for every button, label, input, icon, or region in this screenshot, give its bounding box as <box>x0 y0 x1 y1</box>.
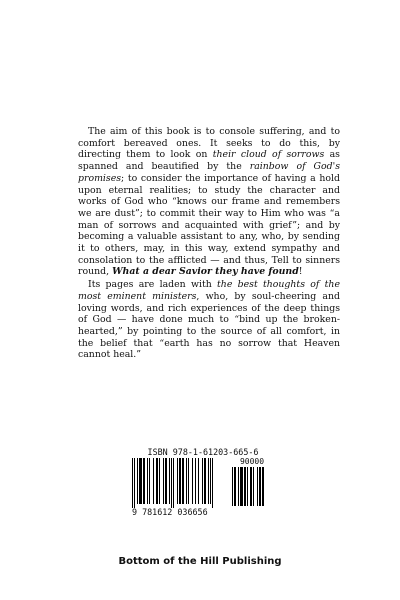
ean-digits: 9 781612 036656 <box>132 507 208 517</box>
isbn-barcode <box>132 447 272 521</box>
blurb-text-run: the best thoughts of the most eminent ministers <box>78 279 340 302</box>
blurb-text-run: Its pages are laden with <box>88 279 218 291</box>
addon-barcode-bars <box>232 467 272 508</box>
blurb-text-run: , who, by soul-cheering and loving words, and rich experiences of the deep things of God — have done much to “bind up the broken-hearted,” by pointing to the source of all comfort, in the belief that “earth has no sorrow that Heaven cannot heal.” <box>78 290 341 361</box>
publisher-name: Bottom of the Hill Publishing <box>118 556 282 567</box>
blurb-paragraph-2 <box>78 279 340 361</box>
blurb-text-run: The aim of this book is to console suffering, and to comfort bereaved ones. It seeks to do this, by directing them to look on <box>78 126 340 161</box>
blurb-text-run: as spanned and beautified by the <box>78 149 340 173</box>
blurb-text-run: ; to consider the importance of having a hold upon eternal realities; to study the character and works of God who “knows our frame and remembers we are dust”; to commit their way to Him who was “a man of sorrows and acquainted with grief”; and by becoming a valuable assistant to any, who, by sending it to others, may, in this way, extend sympathy and consolation to the afflicted — and thus, Tell to sinners round, <box>78 172 340 278</box>
blurb-text-run: ! <box>298 266 303 278</box>
addon-digits: 90000 <box>239 457 265 466</box>
isbn-label: ISBN 978-1-61203-665-6 <box>147 447 259 457</box>
blurb-text-run: rainbow of God's promises <box>78 161 340 184</box>
blurb-text-run: their cloud of sorrows <box>212 149 325 161</box>
blurb-paragraph-1 <box>78 126 340 278</box>
back-cover-blurb <box>78 126 340 361</box>
ean-barcode-bars <box>132 458 232 508</box>
blurb-text-run: What a dear Savior they have found <box>112 266 299 278</box>
